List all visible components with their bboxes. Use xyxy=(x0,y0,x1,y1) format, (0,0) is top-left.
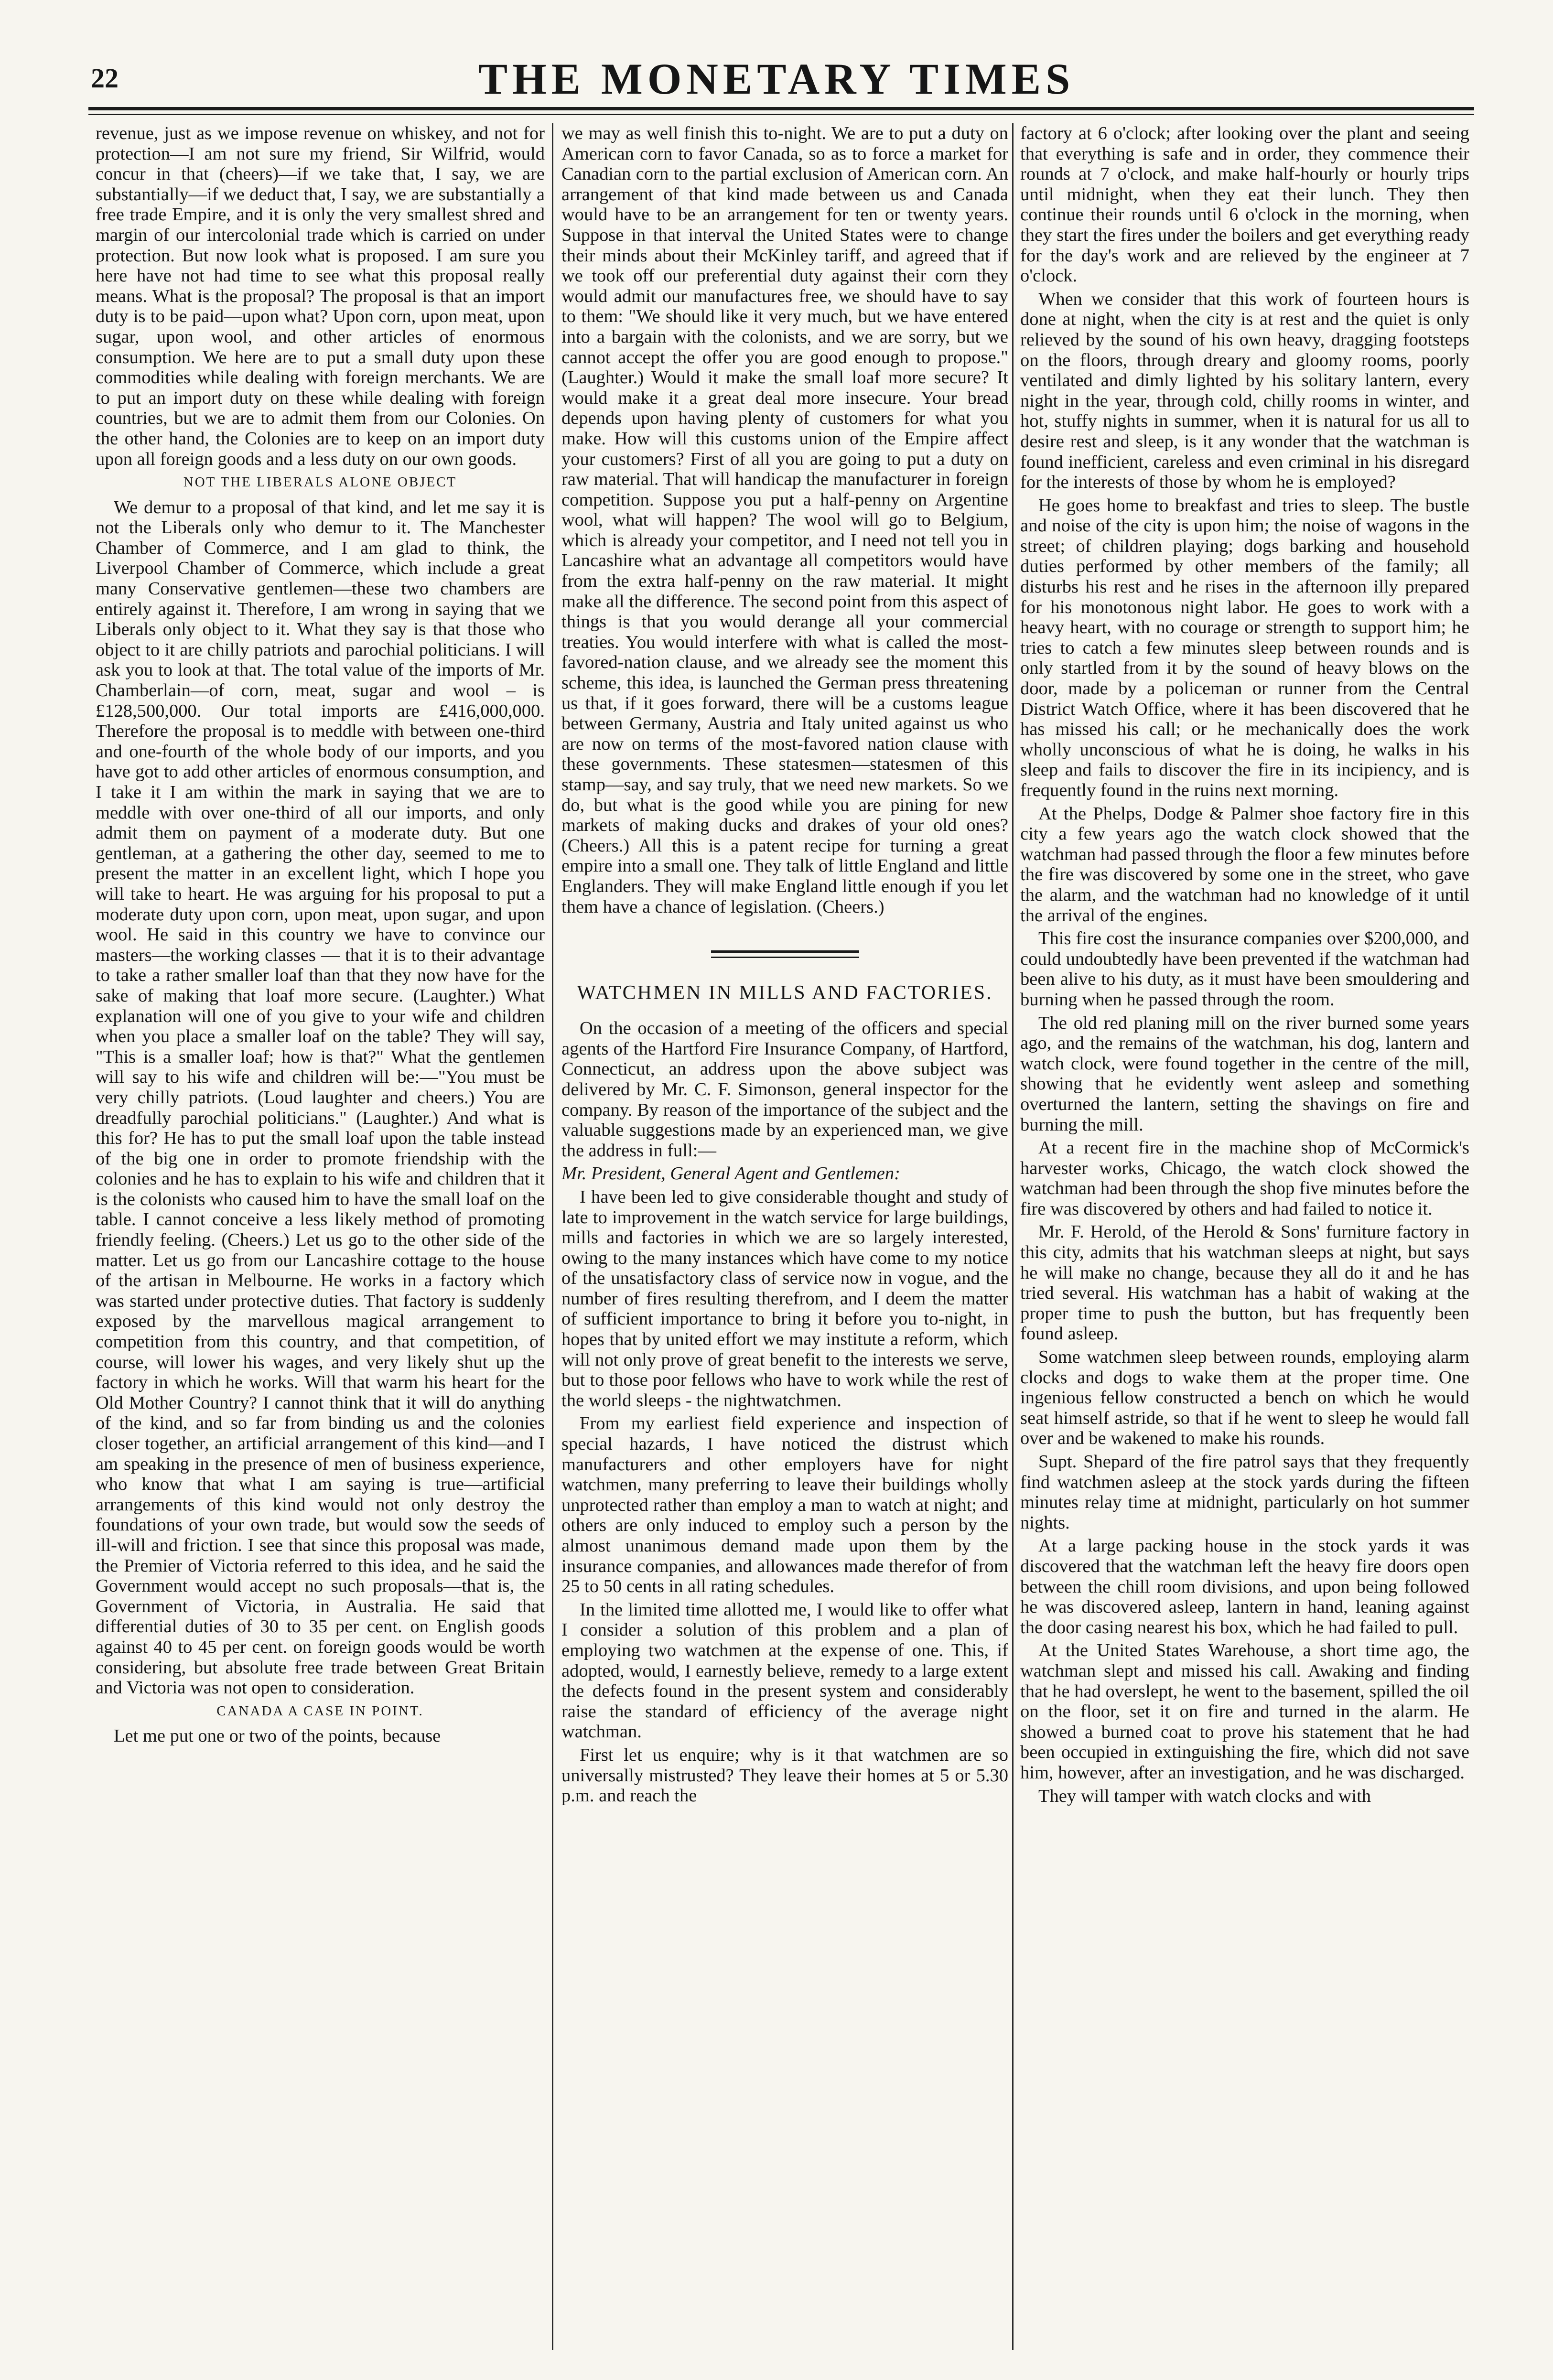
paragraph: The old red planing mill on the river burned some years ago, and the remains of the watchman, his dog, lantern and watch clock, were found together in the centre of the mill, showing that he evidently went asleep and something overturned the lantern, setting the shavings on fire and burning the mill. xyxy=(1020,1012,1469,1135)
paragraph: In the limited time allotted me, I would like to offer what I consider a solution of this problem and a plan of employing two watchmen at the expense of one. This, if adopted, would, I earnestly believe, remedy to a large extent the defects found in the present system and considerably raise the standard of efficiency of the average night watchman. xyxy=(561,1599,1008,1742)
paragraph: factory at 6 o'clock; after looking over the plant and seeing that everything is safe and in order, they commence their rounds at 7 o'clock, and make half-hourly or hourly trips until midnight, when they eat their lunch. They then continue their rounds until 6 o'clock in the morning, when they start the fires under the boilers and get everything ready for the day's work and are relieved by the engineer at 7 o'clock. xyxy=(1020,123,1469,286)
column-rule-left xyxy=(552,123,553,2350)
column-2 xyxy=(561,123,1008,2350)
section-heading: NOT THE LIBERALS ALONE OBJECT xyxy=(183,474,457,490)
masthead-rule-thick xyxy=(88,107,1474,110)
paragraph: Let me put one or two of the points, because xyxy=(114,1726,441,1746)
paragraph: revenue, just as we impose revenue on whiskey, and not for protection—I am not sure my friend, Sir Wilfrid, would concur in that (cheers)—if we take that, I say, we are substantially—if we deduct that, I say, we are substantially a free trade Empire, and it is only the very smallest shred and margin of our intercolonial trade which is carried on under protection. But now look what is proposed. I am sure you here have not had time to see what this proposal really means. What is the proposal? The proposal is that an import duty is to be paid—upon what? Upon corn, upon meat, upon sugar, upon wool, and other articles of enormous consumption. We here are to put a small duty upon these commodities while dealing with foreign merchants. We are to put an import duty on these while dealing with foreign countries, but we are to admit them from our Colonies. On the other hand, the Colonies are to keep on an import duty upon all foreign goods and a less duty on our own goods. xyxy=(96,123,545,469)
salutation: Mr. President, General Agent and Gentlemen: xyxy=(561,1163,900,1184)
paragraph: Some watchmen sleep between rounds, employing alarm clocks and dogs to wake them at the proper time. One ingenious fellow constructed a bench on which he would seat himself astride, so that if he went to sleep he would fall over and be wakened to make his rounds. xyxy=(1020,1347,1469,1449)
paragraph: We demur to a proposal of that kind, and let me say it is not the Liberals only who demur to it. The Manchester Chamber of Commerce, and I am glad to think, the Liverpool Chamber of Commerce, which include a great many Conservative gentlemen—these two chambers are entirely against it. Therefore, I am wrong in saying that we Liberals only object to it. What they say is that those who object to it are chilly patriots and parochial politicians. I will ask you to look at that. The total value of the imports of Mr. Chamberlain—of corn, meat, sugar and wool – is £128,500,000. Our total imports are £416,000,000. Therefore the proposal is to meddle with between one-third and one-fourth of the whole body of our imports, and you have got to add other articles of enormous consumption, and I take it I am within the mark in saying that we are to meddle with over one-third of all our imports, and only admit them on payment of a moderate duty. But one gentleman, at a gathering the other day, seemed to me to present the matter in an excellent light, which I hope you will take to heart. He was arguing for his proposal to put a moderate duty upon corn, upon meat, upon sugar, and upon wool. He said in this country we have to convince our masters—the working classes — that it is to their advantage to take a rather smaller loaf than that they now have for the sake of making that loaf more secure. (Laughter.) What explanation will one of you give to your wife and children when you place a smaller loaf on the table? They will say, "This is a smaller loaf; how is that?" What the gentlemen will say to his wife and children will be:—"You must be very chilly patriots. (Loud laughter and cheers.) You are dreadfully parochial politicians." (Laughter.) And what is this for? He has to put the small loaf upon the table instead of the big one in order to promote friendship with the colonies and he has to explain to his wife and children that it is the colonists who caused him to have the small loaf on the table. I cannot conceive a less likely method of promoting friendly feeling. (Cheers.) Let us go to the other side of the matter. Let us go from our Lancashire cottage to the house of the artisan in Melbourne. He works in a factory which was started under protective duties. That factory is suddenly exposed by the marvellous magical arrangement to competition from this country, and that competition, of course, will lower his wages, and very likely shut up the factory in which he works. Will that warm his heart for the Old Mother Country? I cannot think that it will do anything of the kind, and so far from binding us and the colonies closer together, an artificial arrangement of this kind—and I am speaking in the presence of men of business experience, who know that what I am saying is true—artificial arrangements of this kind would not only destroy the foundations of your own trade, but would sow the seeds of ill-will and friction. I see that since this proposal was made, the Premier of Victoria referred to this idea, and he said the Government would accept no such proposals—that is, the Government of Victoria, in Australia. He said that differential duties of 30 to 35 per cent. on English goods against 40 to 45 per cent. on foreign goods would be worth considering, but absolute free trade between Great Britain and Victoria was not open to consideration. xyxy=(96,497,545,1698)
masthead: THE MONETARY TIMES xyxy=(478,54,1075,103)
paragraph: Supt. Shepard of the fire patrol says that they frequently find watchmen asleep at the stock yards during the fifteen minutes relay time at midnight, particularly on hot summer nights. xyxy=(1020,1452,1469,1533)
section-heading: CANADA A CASE IN POINT. xyxy=(216,1703,424,1719)
page-number: 22 xyxy=(91,63,119,94)
paragraph: At a large packing house in the stock yards it was discovered that the watchman left the heavy fire doors open between the chill room divisions, and upon being followed he was discovered asleep, lantern in hand, leaning against the door casing nearest his box, which he had failed to pull. xyxy=(1020,1536,1469,1637)
paragraph: we may as well finish this to-night. We are to put a duty on American corn to favor Canada, so as to force a market for Canadian corn to the partial exclusion of American corn. An arrangement of that kind made between us and Canada would have to be an arrangement for ten or twenty years. Suppose in that interval the United States were to change their minds about their McKinley tariff, and agreed that if we took off our preferential duty against their corn they would admit our manufactures free, we should have to say to them: "We should like it very much, but we have entered into a bargain with the colonists, and we are sorry, but we cannot accept the offer you are good enough to propose." (Laughter.) Would it make the small loaf more secure? It would make it a great deal more insecure. Your bread depends upon having plenty of customers for what you make. How will this customs union of the Empire affect your customers? First of all you are going to put a duty on raw material. That will handicap the manufacturer in foreign competition. Suppose you put a half-penny on Argentine wool, what will happen? The wool will go to Belgium, which is already your competitor, and I need not tell you in Lancashire what an advantage all competitors would have from the extra half-penny on the raw material. It might make all the difference. The second point from this aspect of things is that you would derange all your commercial treaties. You would interfere with what is called the most-favored-nation clause, and we already see the moment this scheme, this idea, is launched the German press threatening us that, if it goes forward, there will be a customs league between Germany, Austria and Italy united against us who are now on terms of the most-favored nation clause with these governments. These statesmen—statesmen of this stamp—say, and say truly, that we need new markets. So we do, but what is the good while you are pining for new markets of making ducks and drakes of your old ones? (Cheers.) All this is a patent recipe for turning a great empire into a small one. They talk of little England and little Englanders. They will make England little enough if you let them have a chance of legislation. (Cheers.) xyxy=(561,123,1008,917)
paragraph: From my earliest field experience and inspection of special hazards, I have noticed the distrust which manufacturers and other employers have for night watchmen, many preferring to leave their buildings wholly unprotected rather than employ a man to watch at night; and others are only induced to employ such a person by the almost unanimous demand made upon them by the insurance companies, and allowances made therefor of from 25 to 50 cents in all rating schedules. xyxy=(561,1413,1008,1597)
paragraph: At the Phelps, Dodge & Palmer shoe factory fire in this city a few years ago the watch clock showed that the watchman had passed through the floor a few minutes before the fire was discovered by some one in the street, who gave the alarm, and the watchman had no knowledge of it until the arrival of the engines. xyxy=(1020,803,1469,926)
article-separator xyxy=(711,950,859,958)
paragraph: On the occasion of a meeting of the officers and special agents of the Hartford Fire Insurance Company, of Hartford, Connecticut, an address upon the above subject was delivered by Mr. C. F. Simonson, general inspector for the company. By reason of the importance of the subject and the valuable suggestions made by an experienced man, we give the address in full:— xyxy=(561,1018,1008,1161)
masthead-rule-thin xyxy=(88,114,1474,115)
paragraph: They will tamper with watch clocks and with xyxy=(1038,1786,1371,1806)
column-rule-right xyxy=(1012,123,1014,2350)
column-3 xyxy=(1020,123,1469,2350)
paragraph: I have been led to give considerable thought and study of late to improvement in the watch service for large buildings, mills and factories in which we are so largely interested, owing to the many instances which have come to my notice of the unsatisfactory class of service now in vogue, and the number of fires resulting therefrom, and I deem the matter of sufficient importance to bring it before you to-night, in hopes that by united effort we may institute a reform, which will not only prove of great benefit to the interests we serve, but to those poor fellows who have to work while the rest of the world sleeps - the nightwatchmen. xyxy=(561,1186,1008,1411)
paragraph: When we consider that this work of fourteen hours is done at night, when the city is at rest and the quiet is only relieved by the sound of his own heavy, dragging footsteps on the floors, through dreary and gloomy rooms, poorly ventilated and dimly lighted by his solitary lantern, every night in the year, through cold, chilly rooms in winter, and hot, stuffy nights in summer, when it is natural for us all to desire rest and sleep, is it any wonder that the watchman is found inefficient, careless and even criminal in his disregard for the interests of those by whom he is employed? xyxy=(1020,289,1469,493)
article-title: WATCHMEN IN MILLS AND FACTORIES. xyxy=(577,982,993,1004)
paragraph: At a recent fire in the machine shop of McCormick's harvester works, Chicago, the watch clock showed the watchman had been through the shop five minutes before the fire was discovered by others and had failed to notice it. xyxy=(1020,1138,1469,1219)
column-1 xyxy=(96,123,545,2350)
paragraph: He goes home to breakfast and tries to sleep. The bustle and noise of the city is upon him; the noise of wagons in the street; of children playing; dogs barking and household duties performed by other members of the family; all disturbs his rest and he rises in the afternoon illy prepared for his monotonous night labor. He goes to work with a heavy heart, with no courage or strength to support him; he tries to catch a few minutes sleep between rounds and is only startled from it by the sound of heavy blows on the door, made by a policeman or runner from the Central District Watch Office, where it has been discovered that he has missed his call; or he mechanically does the work wholly unconscious of what he is doing, he walks in his sleep and fails to discover the fire in its incipiency, and is frequently found in the ruins next morning. xyxy=(1020,495,1469,800)
paragraph: This fire cost the insurance companies over $200,000, and could undoubtedly have been prevented if the watchman had been alive to his duty, as it must have been smouldering and burning when he passed through the room. xyxy=(1020,928,1469,1010)
paragraph: Mr. F. Herold, of the Herold & Sons' furniture factory in this city, admits that his watchman sleeps at night, but says he will make no change, because they all do it and he has tried several. His watchman has a habit of waking at the proper time to push the button, but has frequently been found asleep. xyxy=(1020,1222,1469,1344)
paragraph: At the United States Warehouse, a short time ago, the watchman slept and missed his call. Awaking and finding that he had overslept, he went to the basement, spilled the oil on the floor, set it on fire and turned in the alarm. He showed a burned coat to prove his statement that he had been occupied in extinguishing the fire, which did not save him, however, after an investigation, and he was discharged. xyxy=(1020,1640,1469,1783)
paragraph: First let us enquire; why is it that watchmen are so universally mistrusted? They leave their homes at 5 or 5.30 p.m. and reach the xyxy=(561,1745,1008,1806)
